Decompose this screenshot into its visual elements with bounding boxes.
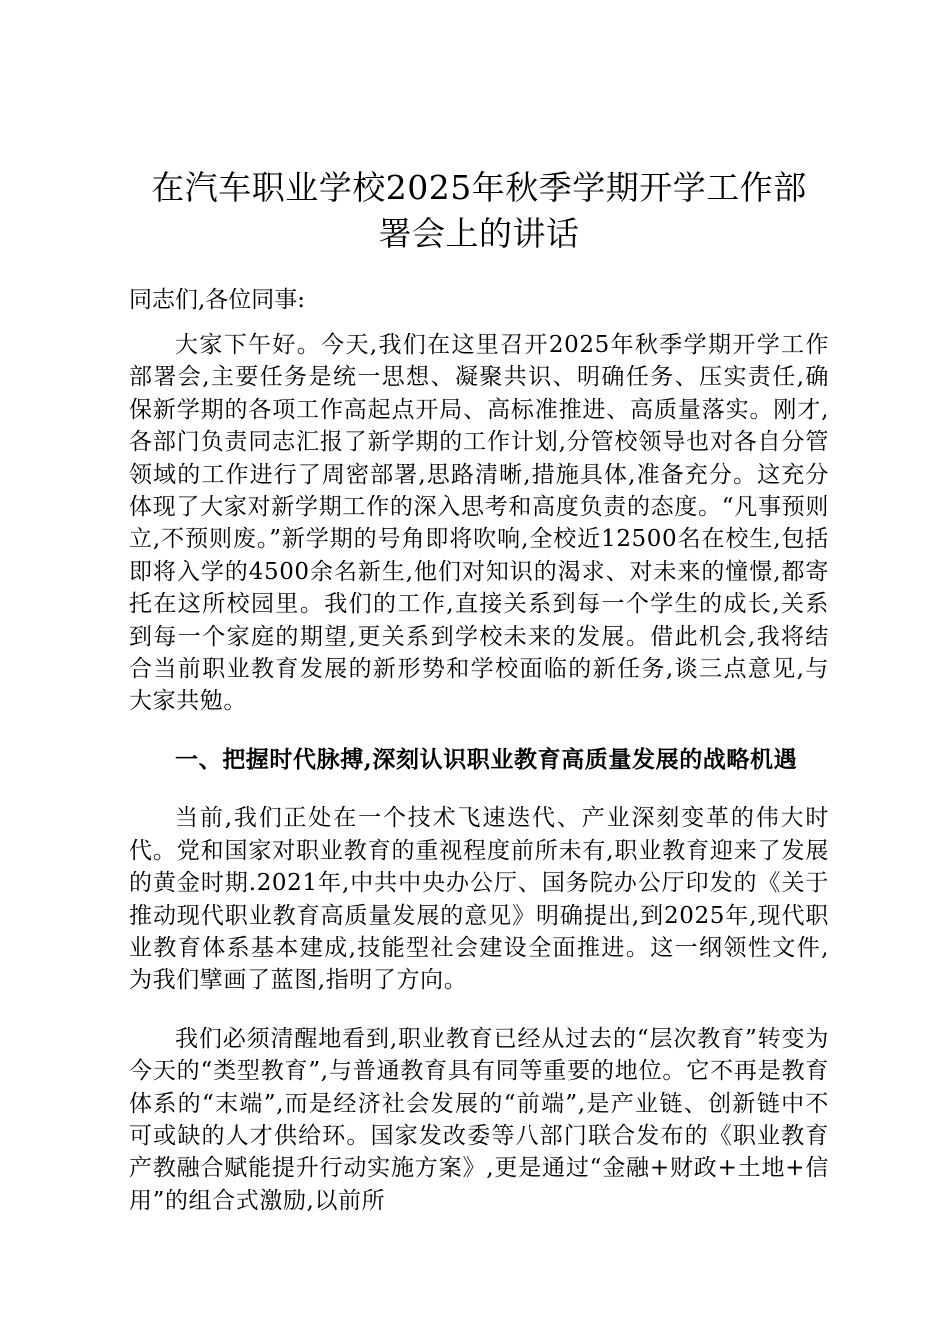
document-title — [129, 165, 829, 257]
title-line-1: 在汽车职业学校2025年秋季学期开学工作部 — [151, 168, 807, 207]
paragraph-era: 当前,我们正处在一个技术飞速迭代、产业深刻变革的伟大时代。党和国家对职业教育的重视程度前所未有,职业教育迎来了发展的黄金时期.2021年,中共中央办公厅、国务院办公厅印发的《关于推动现代职业教育高质量发展的意见》明确提出,到2025年,现代职业教育体系基本建成,技能型社会建设全面推进。这一纲领性文件,为我们擘画了蓝图,指明了方向。 — [129, 805, 829, 994]
salutation: 同志们,各位同事: — [129, 287, 306, 313]
section-heading-1: 一、把握时代脉搏,深刻认识职业教育高质量发展的战略机遇 — [175, 745, 798, 773]
document-body — [129, 165, 829, 1217]
title-line-2: 署会上的讲话 — [378, 214, 580, 253]
paragraph-type-education: 我们必须清醒地看到,职业教育已经从过去的“层次教育”转变为今天的“类型教育”,与普通教育具有同等重要的地位。它不再是教育体系的“末端”,而是经济社会发展的“前端”,是产业链、创新链中不可或缺的人才供给环。国家发改委等八部门联合发布的《职业教育产教融合赋能提升行动实施方案》,更是通过“金融+财政+土地+信用”的组合式激励,以前所 — [129, 1025, 829, 1214]
paragraph-opening: 大家下午好。今天,我们在这里召开2025年秋季学期开学工作部署会,主要任务是统一思想、凝聚共识、明确任务、压实责任,确保新学期的各项工作高起点开局、高标准推进、高质量落实。刚才,各部门负责同志汇报了新学期的工作计划,分管校领导也对各自分管领域的工作进行了周密部署,思路清晰,措施具体,准备充分。这充分体现了大家对新学期工作的深入思考和高度负责的态度。“凡事预则立,不预则废。”新学期的号角即将吹响,全校近12500名在校生,包括即将入学的4500余名新生,他们对知识的渴求、对未来的憧憬,都寄托在这所校园里。我们的工作,直接关系到每一个学生的成长,关系到每一个家庭的期望,更关系到学校未来的发展。借此机会,我将结合当前职业教育发展的新形势和学校面临的新任务,谈三点意见,与大家共勉。 — [129, 332, 829, 715]
